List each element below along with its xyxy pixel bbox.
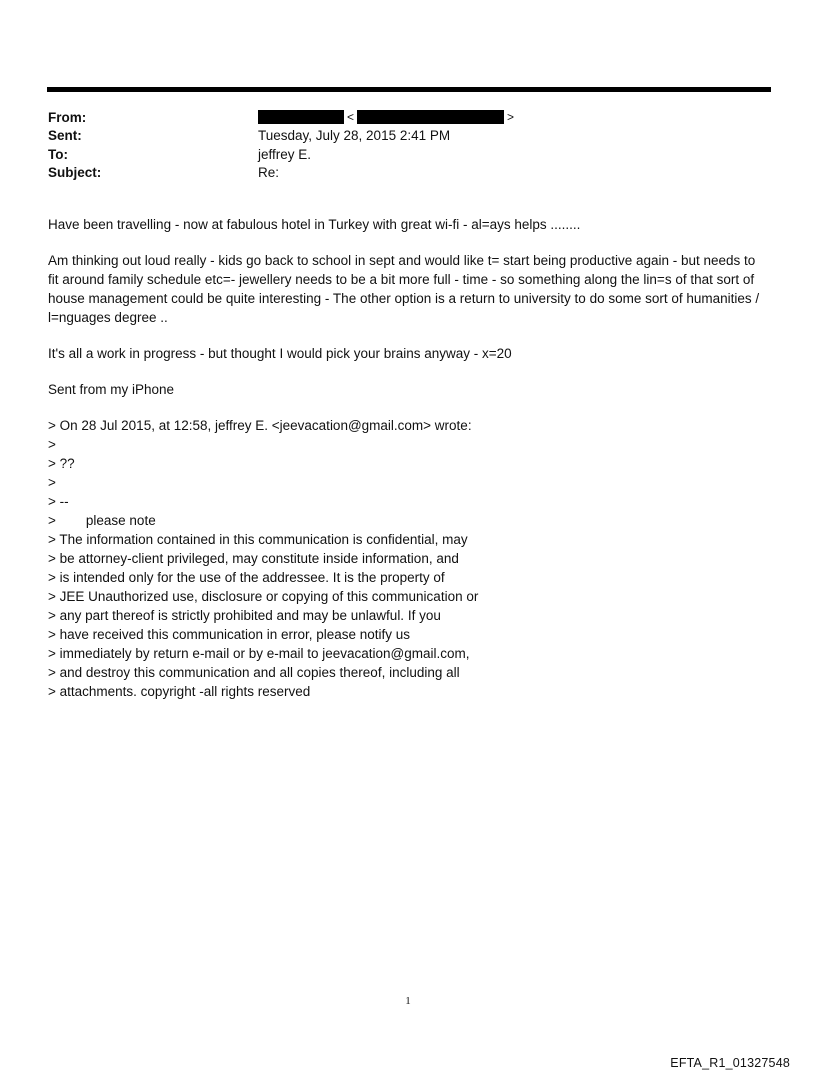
quoted-line: > attachments. copyright -all rights reserved [48,684,311,699]
subject-value: Re: [258,165,280,181]
quoted-line: > be attorney-client privileged, may constitute inside information, and [48,551,459,566]
quoted-line: > On 28 Jul 2015, at 12:58, jeffrey E. <jeevacation@gmail.com> wrote: [48,418,472,433]
close-bracket: > [507,110,515,125]
quoted-line: > is intended only for the use of the addressee. It is the property of [48,570,445,585]
body-paragraph: Have been travelling - now at fabulous hotel in Turkey with great wi-fi - al=ays helps ........ [48,217,581,232]
sent-row [48,127,768,146]
quoted-line: > and destroy this communication and all copies thereof, including all [48,665,460,680]
quoted-line: > ?? [48,456,75,471]
quoted-message [48,416,764,701]
page-number: 1 [405,995,411,1007]
redacted-sender-email [357,110,504,124]
quoted-line: > please note [48,513,156,528]
sent-value: Tuesday, July 28, 2015 2:41 PM [258,128,451,144]
to-value: jeffrey E. [258,146,312,162]
email-body [48,215,764,701]
quoted-line: > JEE Unauthorized use, disclosure or copying of this communication or [48,589,479,604]
document-id: EFTA_R1_01327548 [670,1056,790,1070]
body-paragraph: It's all a work in progress - but thought I would pick your brains anyway - x=20 [48,346,512,361]
header-divider [47,87,771,92]
quoted-line: > immediately by return e-mail or by e-mail to jeevacation@gmail.com, [48,646,470,661]
quoted-line: > -- [48,494,69,509]
subject-label: Subject: [48,165,102,181]
quoted-line: > [48,437,56,452]
quoted-line: > have received this communication in error, please notify us [48,627,411,642]
from-value [258,110,768,124]
body-paragraph: Am thinking out loud really - kids go back to school in sept and would like t= start being productive again - but needs to fit around family schedule etc=- jewellery needs to be a bit more full - time - so something along the lin=s of that sort of house management could be quite interesting - The other option is a return to university to do some sort of humanities / l=nguages degree .. [48,253,760,325]
from-row [48,108,768,127]
to-row [48,145,768,164]
sent-label: Sent: [48,128,82,144]
quoted-line: > The information contained in this communication is confidential, may [48,532,468,547]
redacted-sender-name [258,110,344,124]
quoted-line: > any part thereof is strictly prohibited and may be unlawful. If you [48,608,441,623]
to-label: To: [48,146,68,162]
quoted-line: > [48,475,56,490]
open-bracket: < [347,110,355,125]
subject-row [48,164,768,183]
email-header [48,108,768,182]
signature-line: Sent from my iPhone [48,382,175,397]
from-label: From: [48,109,87,125]
